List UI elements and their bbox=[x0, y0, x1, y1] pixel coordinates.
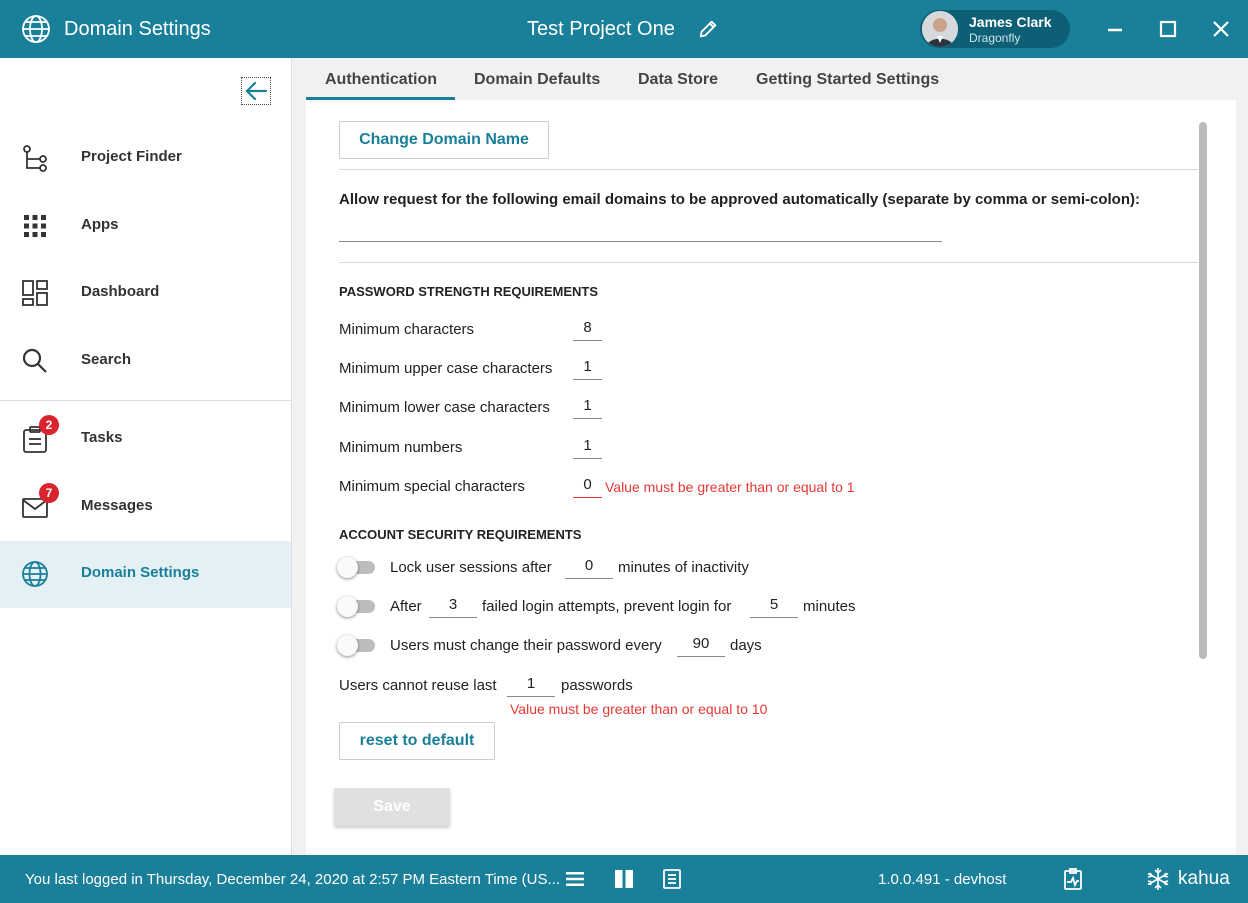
email-domains-input[interactable] bbox=[339, 220, 942, 242]
min-special-label: Minimum special characters bbox=[339, 478, 525, 495]
min-lowercase-input[interactable]: 1 bbox=[573, 397, 602, 419]
arrow-left-icon bbox=[242, 78, 270, 104]
sidebar bbox=[0, 58, 292, 855]
lock-sessions-suffix: minutes of inactivity bbox=[618, 559, 749, 576]
min-numbers-input[interactable]: 1 bbox=[573, 437, 602, 459]
minimize-icon[interactable] bbox=[1103, 17, 1127, 41]
min-special-error: Value must be greater than or equal to 1 bbox=[605, 479, 855, 495]
lock-sessions-toggle[interactable] bbox=[337, 555, 377, 579]
app-title: Domain Settings bbox=[64, 18, 211, 40]
avatar bbox=[922, 11, 958, 47]
sidebar-item-dashboard[interactable] bbox=[0, 260, 291, 327]
min-characters-label: Minimum characters bbox=[339, 321, 475, 338]
save-button[interactable]: Save bbox=[334, 788, 450, 826]
tab-authentication[interactable]: Authentication bbox=[325, 71, 437, 88]
project-finder-icon bbox=[21, 144, 49, 172]
pencil-icon[interactable] bbox=[697, 18, 719, 40]
sidebar-item-apps[interactable] bbox=[0, 193, 291, 260]
last-login-text: You last logged in Thursday, December 24, 2020 at 2:57 PM Eastern Time (US... bbox=[25, 871, 561, 888]
sidebar-item-project-finder[interactable] bbox=[0, 125, 291, 192]
list-view-icon[interactable] bbox=[563, 867, 587, 891]
change-domain-name-button[interactable]: Change Domain Name bbox=[339, 121, 549, 159]
sidebar-item-search[interactable] bbox=[0, 328, 291, 395]
sidebar-item-label: Apps bbox=[81, 216, 119, 233]
sidebar-item-label: Messages bbox=[81, 497, 153, 514]
globe-icon bbox=[21, 560, 49, 588]
user-org: Dragonfly bbox=[969, 31, 1021, 45]
tab-data-store[interactable]: Data Store bbox=[638, 71, 719, 88]
collapse-sidebar-button[interactable] bbox=[241, 77, 271, 105]
min-characters-input[interactable]: 8 bbox=[573, 319, 602, 341]
scrollbar[interactable] bbox=[1199, 122, 1207, 659]
lock-sessions-input[interactable]: 0 bbox=[565, 557, 613, 579]
sidebar-item-label: Dashboard bbox=[81, 283, 160, 300]
reuse-suffix: passwords bbox=[561, 677, 633, 694]
apps-grid-icon bbox=[21, 212, 49, 240]
status-bar bbox=[0, 855, 1248, 903]
password-change-toggle[interactable] bbox=[337, 633, 377, 657]
reset-to-default-button[interactable]: reset to default bbox=[339, 722, 495, 760]
split-view-icon[interactable] bbox=[612, 867, 636, 891]
failed-login-suffix: minutes bbox=[803, 598, 856, 615]
tasks-badge: 2 bbox=[39, 415, 59, 435]
min-numbers-label: Minimum numbers bbox=[339, 439, 463, 456]
failed-login-minutes-input[interactable]: 5 bbox=[750, 596, 798, 618]
min-uppercase-label: Minimum upper case characters bbox=[339, 360, 553, 377]
kahua-logo-icon bbox=[1145, 866, 1171, 892]
reuse-label: Users cannot reuse last bbox=[339, 677, 497, 694]
search-icon bbox=[21, 347, 49, 375]
failed-login-attempts-input[interactable]: 3 bbox=[429, 596, 477, 618]
password-change-label: Users must change their password every bbox=[390, 637, 662, 654]
sidebar-item-domain-settings[interactable] bbox=[0, 541, 291, 608]
close-icon[interactable] bbox=[1209, 17, 1233, 41]
password-change-suffix: days bbox=[730, 637, 762, 654]
failed-login-label: failed login attempts, prevent login for bbox=[482, 598, 732, 615]
failed-login-toggle[interactable] bbox=[337, 594, 377, 618]
min-uppercase-input[interactable]: 1 bbox=[573, 358, 602, 380]
user-name: James Clark bbox=[969, 14, 1052, 30]
user-profile-chip[interactable] bbox=[920, 10, 1070, 48]
sidebar-item-label: Search bbox=[81, 351, 132, 368]
sidebar-item-label: Tasks bbox=[81, 429, 123, 446]
password-heading: PASSWORD STRENGTH REQUIREMENTS bbox=[339, 284, 599, 299]
tab-domain-defaults[interactable]: Domain Defaults bbox=[474, 71, 601, 88]
sidebar-item-tasks[interactable] bbox=[0, 406, 291, 473]
divider bbox=[339, 262, 1198, 263]
failed-login-prefix: After bbox=[390, 598, 422, 615]
maximize-icon[interactable] bbox=[1156, 17, 1180, 41]
dashboard-icon bbox=[21, 279, 49, 307]
sidebar-item-label: Project Finder bbox=[81, 148, 182, 165]
password-change-input[interactable]: 90 bbox=[677, 635, 725, 657]
min-lowercase-label: Minimum lower case characters bbox=[339, 399, 550, 416]
divider bbox=[339, 169, 1198, 170]
reuse-error: Value must be greater than or equal to 10 bbox=[510, 701, 768, 717]
messages-badge: 7 bbox=[39, 483, 59, 503]
tab-getting-started-settings[interactable]: Getting Started Settings bbox=[756, 71, 940, 88]
tab-bar bbox=[292, 58, 1248, 100]
document-icon[interactable] bbox=[660, 867, 684, 891]
project-title: Test Project One bbox=[527, 18, 675, 40]
globe-icon bbox=[20, 13, 52, 45]
account-heading: ACCOUNT SECURITY REQUIREMENTS bbox=[339, 527, 582, 542]
lock-sessions-label: Lock user sessions after bbox=[390, 559, 552, 576]
version-text: 1.0.0.491 - devhost bbox=[878, 871, 1007, 888]
title-bar bbox=[0, 0, 1248, 58]
sidebar-item-label: Domain Settings bbox=[81, 564, 200, 581]
min-special-input[interactable]: 0 bbox=[573, 476, 602, 498]
email-domains-label: Allow request for the following email domains to be approved automatically (separate by comma or semi-colon): bbox=[339, 191, 1140, 208]
brand-name: kahua bbox=[1178, 868, 1230, 889]
sidebar-divider bbox=[0, 400, 291, 401]
reuse-input[interactable]: 1 bbox=[507, 675, 555, 697]
sidebar-item-messages[interactable] bbox=[0, 474, 291, 541]
clipboard-pulse-icon[interactable] bbox=[1061, 867, 1085, 891]
